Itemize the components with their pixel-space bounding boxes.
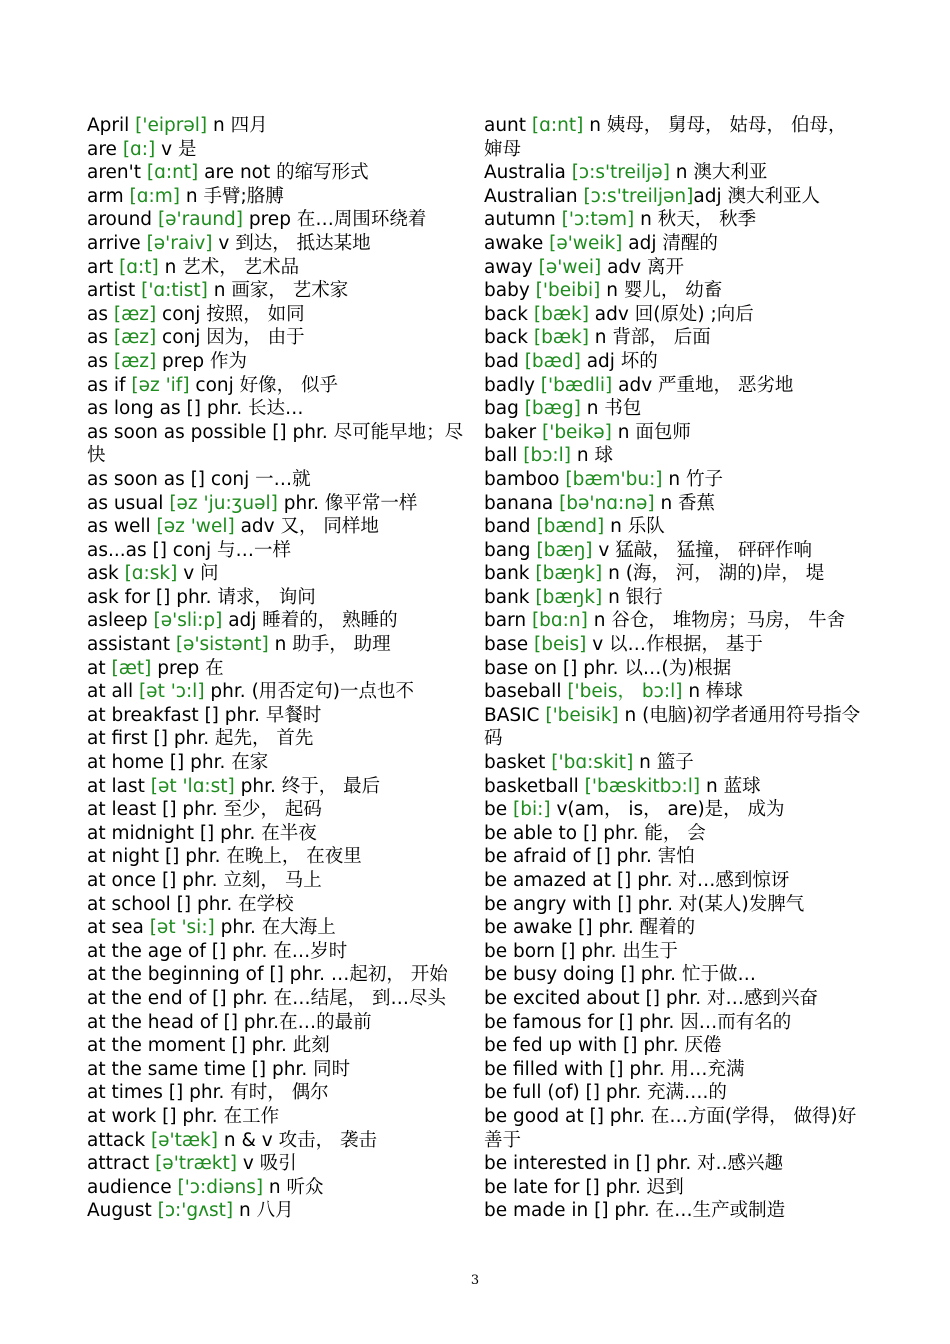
vocab-entry (87, 869, 467, 893)
entry-word: basketball (484, 775, 585, 797)
vocab-entry (87, 916, 467, 940)
entry-definition: n 谷仓， 堆物房；马房， 牛舍 (587, 610, 846, 632)
vocab-entry (87, 1081, 467, 1105)
vocab-entry (484, 161, 869, 185)
entry-phonetic: [bæd] (524, 350, 581, 372)
vocab-entry (87, 1152, 467, 1176)
entry-definition: n 乐队 (604, 516, 665, 538)
entry-definition: are not 的缩写形式 (198, 162, 369, 184)
vocab-entry (87, 256, 467, 280)
entry-definition: v 吸引 (237, 1153, 297, 1175)
entry-word: as well (87, 516, 157, 538)
vocab-entry (87, 940, 467, 964)
vocab-entry (484, 1105, 869, 1152)
entry-definition: phr. 在大海上 (214, 917, 336, 939)
entry-phonetic: [ə'tæk] (150, 1129, 218, 1151)
entry-definition: n 面包师 (611, 421, 691, 443)
vocab-entry (87, 1011, 467, 1035)
entry-phonetic: [bæŋ] (536, 539, 593, 561)
entry-definition: n (海， 河， 湖的)岸， 堤 (602, 563, 825, 585)
entry-definition: conj 因为， 由于 (156, 327, 305, 349)
entry-word: band (484, 516, 537, 538)
entry-definition: n 艺术， 艺术品 (158, 256, 300, 278)
entry-word: as (87, 350, 114, 372)
vocab-entry (484, 492, 869, 516)
entry-word: be interested in [] phr. 对..感兴趣 (484, 1153, 783, 1175)
entry-definition: n 棒球 (682, 681, 743, 703)
vocab-entry (484, 704, 869, 751)
entry-definition: adv 回(原处) ;向后 (588, 303, 754, 325)
vocab-entry (87, 704, 467, 728)
entry-phonetic: [ɑ:sk] (124, 563, 178, 585)
vocab-entry (484, 1034, 869, 1058)
entry-word: be made in [] phr. 在…生产或制造 (484, 1200, 786, 1222)
entry-definition: n 手臂;胳膊 (179, 185, 284, 207)
entry-phonetic: [bæk] (533, 303, 589, 325)
entry-word: at once [] phr. 立刻， 马上 (87, 870, 322, 891)
entry-word: around (87, 209, 158, 231)
entry-phonetic: [æz] (113, 327, 157, 349)
entry-word: at least [] phr. 至少， 起码 (87, 799, 322, 821)
vocab-entry (87, 893, 467, 917)
vocab-entry (484, 303, 869, 327)
vocab-entry (87, 751, 467, 775)
entry-phonetic: ['beisik] (545, 704, 619, 726)
entry-word: at the end of [] phr. 在…结尾， 到…尽头 (87, 987, 446, 1009)
entry-word: artist (87, 280, 142, 302)
entry-definition: n 澳大利亚 (669, 162, 768, 184)
entry-phonetic: [əz 'if] (131, 374, 190, 396)
entry-word: badly (484, 374, 541, 396)
vocab-entry (87, 727, 467, 751)
entry-definition: conj 按照， 如同 (156, 303, 305, 325)
entry-phonetic: [ɔ:s'treiljən] (583, 185, 694, 207)
entry-word: at the head of [] phr.在…的最前 (87, 1011, 372, 1033)
vocab-entry (484, 397, 869, 421)
right-column (484, 114, 869, 1223)
vocab-entry (484, 609, 869, 633)
entry-definition: adj 清醒的 (622, 232, 718, 254)
vocab-entry (484, 751, 869, 775)
entry-word: be awake [] phr. 醒着的 (484, 917, 696, 939)
vocab-entry (484, 586, 869, 610)
entry-word: at the moment [] phr. 此刻 (87, 1035, 330, 1057)
entry-definition: n 四月 (207, 115, 268, 136)
entry-word: Australian (484, 185, 584, 207)
entry-word: base (484, 634, 534, 656)
entry-word: at breakfast [] phr. 早餐时 (87, 704, 322, 726)
vocab-entry (87, 775, 467, 799)
vocab-entry (484, 1199, 869, 1223)
entry-definition: phr. 终于， 最后 (234, 775, 381, 797)
vocab-entry (87, 468, 467, 492)
entry-definition: prep 作为 (156, 350, 248, 372)
entry-word: attack (87, 1129, 151, 1151)
entry-definition: v(am， is， are)是， 成为 (550, 799, 785, 821)
vocab-entry (87, 397, 467, 421)
vocab-entry (484, 987, 869, 1011)
entry-word: autumn (484, 209, 562, 231)
entry-phonetic: [ə'sli:p] (153, 610, 223, 632)
entry-phonetic: [ə'wei] (538, 256, 602, 278)
entry-word: attract (87, 1153, 156, 1175)
entry-word: August (87, 1200, 158, 1222)
entry-phonetic: ['eiprəl] (135, 115, 208, 136)
entry-word: basket (484, 752, 552, 774)
vocab-entry (484, 657, 869, 681)
entry-phonetic: [æz] (113, 350, 157, 372)
entry-word: at (87, 657, 112, 679)
vocab-entry (87, 1176, 467, 1200)
entry-definition: n 八月 (233, 1200, 294, 1222)
entry-definition: adv 严重地， 恶劣地 (612, 374, 794, 396)
entry-word: back (484, 327, 534, 349)
vocab-entry (87, 539, 467, 563)
entry-word: at school [] phr. 在学校 (87, 893, 294, 915)
entry-word: April (87, 115, 136, 136)
left-column (87, 114, 467, 1223)
vocab-entry (87, 232, 467, 256)
entry-definition: n 婴儿， 幼畜 (600, 280, 723, 302)
entry-definition: n 秋天， 秋季 (634, 209, 757, 231)
entry-word: aunt (484, 115, 532, 136)
vocab-entry (484, 633, 869, 657)
entry-phonetic: [əz 'wel] (156, 516, 235, 538)
entry-definition: phr. (用否定句)一点也不 (204, 681, 415, 703)
entry-word: arrive (87, 232, 147, 254)
entry-word: banana (484, 492, 560, 514)
entry-definition: n 竹子 (662, 468, 724, 490)
entry-definition: n 蓝球 (700, 775, 761, 797)
entry-definition: n 香蕉 (654, 492, 716, 514)
entry-word: ball (484, 445, 524, 467)
vocab-entry (484, 444, 869, 468)
entry-definition: n 银行 (602, 586, 663, 608)
entry-definition: prep 在 (151, 657, 224, 679)
vocab-entry (87, 609, 467, 633)
entry-phonetic: [ə'trækt] (155, 1153, 237, 1175)
vocab-entry (87, 279, 467, 303)
entry-word: at sea (87, 917, 150, 939)
vocab-entry (484, 256, 869, 280)
entry-phonetic: ['ɔ:təm] (561, 209, 635, 231)
entry-word: bang (484, 539, 537, 561)
vocab-entry (484, 562, 869, 586)
vocab-entry (87, 633, 467, 657)
entry-word: ask (87, 563, 125, 585)
vocab-entry (87, 185, 467, 209)
vocab-entry (484, 775, 869, 799)
vocab-entry (484, 822, 869, 846)
entry-word: as long as [] phr. 长达… (87, 398, 304, 420)
entry-definition: v 以…作根据， 基于 (586, 634, 763, 656)
entry-definition: prep 在…周围环绕着 (242, 209, 427, 231)
entry-word: be afraid of [] phr. 害怕 (484, 846, 695, 868)
vocab-entry (87, 586, 467, 610)
entry-phonetic: [bæm'bu:] (565, 468, 663, 490)
vocab-entry (484, 1011, 869, 1035)
entry-definition: v 问 (177, 563, 219, 585)
entry-word: as...as [] conj 与…一样 (87, 539, 292, 561)
entry-word: arm (87, 185, 130, 207)
entry-phonetic: [ɑ:] (122, 138, 156, 160)
entry-definition: adj 坏的 (580, 350, 658, 372)
entry-phonetic: [æt] (111, 657, 152, 679)
vocab-entry (87, 680, 467, 704)
entry-word: baker (484, 421, 543, 443)
entry-phonetic: [ə'sistənt] (175, 634, 269, 656)
entry-definition: n (电脑)初学者通用符号指令码 (484, 704, 861, 750)
vocab-entry (484, 279, 869, 303)
entry-definition: conj 好像， 似乎 (189, 374, 339, 396)
entry-word: at all (87, 681, 139, 703)
entry-phonetic: ['beikə] (542, 421, 612, 443)
entry-word: be excited about [] phr. 对…感到兴奋 (484, 987, 818, 1009)
entry-word: bamboo (484, 468, 566, 490)
entry-word: as soon as [] conj 一…就 (87, 468, 311, 490)
vocab-entry (484, 185, 869, 209)
vocab-entry (484, 539, 869, 563)
entry-word: be angry with [] phr. 对(某人)发脾气 (484, 893, 805, 915)
entry-phonetic: [bɔ:l] (523, 445, 571, 467)
entry-word: at times [] phr. 有时， 偶尔 (87, 1082, 329, 1104)
entry-word: as if (87, 374, 132, 396)
entry-phonetic: [bi:] (513, 799, 551, 821)
vocab-entry (484, 963, 869, 987)
entry-definition: n 背部， 后面 (588, 327, 711, 349)
vocab-entry (484, 468, 869, 492)
entry-phonetic: [æz] (113, 303, 157, 325)
entry-phonetic: [ɔ:s'treiljə] (571, 162, 670, 184)
vocab-entry (87, 963, 467, 987)
entry-phonetic: ['bædli] (540, 374, 613, 396)
entry-word: at home [] phr. 在家 (87, 752, 269, 774)
entry-definition: n 球 (570, 445, 613, 467)
entry-word: baby (484, 280, 536, 302)
entry-phonetic: [ə'raund] (157, 209, 243, 231)
entry-phonetic: [bə'nɑ:nə] (559, 492, 655, 514)
entry-word: be fed up with [] phr. 厌倦 (484, 1035, 722, 1057)
entry-phonetic: [bæŋk] (535, 586, 603, 608)
entry-word: bank (484, 586, 536, 608)
entry-word: be amazed at [] phr. 对…感到惊讶 (484, 870, 790, 891)
entry-word: be famous for [] phr. 因…而有名的 (484, 1011, 792, 1033)
vocab-entry (87, 350, 467, 374)
vocab-entry (484, 869, 869, 893)
entry-word: at night [] phr. 在晚上， 在夜里 (87, 846, 362, 868)
entry-definition: adj 睡着的， 熟睡的 (222, 610, 398, 632)
entry-definition: adv 离开 (601, 256, 684, 278)
entry-word: at last (87, 775, 151, 797)
entry-word: bank (484, 563, 536, 585)
entry-phonetic: [ət 'lɑ:st] (150, 775, 235, 797)
vocab-entry (87, 492, 467, 516)
entry-definition: phr. 像平常一样 (277, 492, 418, 514)
entry-phonetic: ['bæskitbɔ:l] (584, 775, 701, 797)
entry-definition: v 猛敲， 猛撞， 砰砰作响 (592, 539, 812, 561)
entry-phonetic: [bænd] (536, 516, 605, 538)
vocab-entry (484, 232, 869, 256)
entry-definition: n & v 攻击， 袭击 (218, 1129, 378, 1151)
vocab-entry (87, 657, 467, 681)
vocab-entry (87, 303, 467, 327)
entry-phonetic: ['ɑ:tist] (141, 280, 208, 302)
entry-phonetic: ['ɔ:diəns] (177, 1176, 264, 1198)
entry-word: at the beginning of [] phr. …起初， 开始 (87, 964, 448, 986)
entry-phonetic: [ɑ:nt] (146, 162, 199, 184)
entry-definition: n 画家， 艺术家 (207, 280, 349, 302)
vocab-entry (87, 1199, 467, 1223)
entry-phonetic: [ə'weik] (549, 232, 623, 254)
entry-definition: v 到达， 抵达某地 (212, 232, 371, 254)
entry-word: audience (87, 1176, 178, 1198)
vocab-entry (484, 326, 869, 350)
vocab-entry (87, 798, 467, 822)
entry-definition: v 是 (155, 138, 197, 160)
vocab-entry (87, 562, 467, 586)
entry-word: asleep (87, 610, 154, 632)
vocab-entry (484, 1152, 869, 1176)
vocab-entry (87, 326, 467, 350)
vocab-entry (87, 987, 467, 1011)
entry-definition: n 篮子 (633, 752, 694, 774)
vocab-entry (87, 138, 467, 162)
entry-word: at the age of [] phr. 在…岁时 (87, 940, 348, 962)
vocab-entry (87, 845, 467, 869)
vocab-entry (87, 1058, 467, 1082)
entry-definition: n 书包 (580, 398, 642, 420)
entry-word: be filled with [] phr. 用…充满 (484, 1058, 745, 1080)
vocab-entry (484, 114, 869, 161)
entry-word: BASIC (484, 704, 546, 726)
entry-phonetic: [əz 'ju:ʒuəl] (169, 492, 278, 514)
vocab-entry (484, 374, 869, 398)
entry-definition: adv 又， 同样地 (234, 516, 379, 538)
entry-word: barn (484, 610, 532, 632)
entry-word: at midnight [] phr. 在半夜 (87, 822, 317, 844)
page-number: 3 (470, 1273, 480, 1288)
vocab-entry (87, 1034, 467, 1058)
entry-word: be able to [] phr. 能， 会 (484, 822, 706, 844)
vocab-entry (87, 208, 467, 232)
entry-phonetic: ['bɑ:skit] (551, 752, 634, 774)
vocab-entry (87, 114, 467, 138)
entry-phonetic: [ɑ:m] (129, 185, 180, 207)
entry-word: at first [] phr. 起先， 首先 (87, 728, 314, 750)
vocab-entry (87, 374, 467, 398)
vocab-entry (484, 680, 869, 704)
entry-word: be (484, 799, 514, 821)
entry-phonetic: [bɑ:n] (531, 610, 588, 632)
entry-phonetic: [ɑ:nt] (531, 115, 584, 136)
entry-word: be born [] phr. 出生于 (484, 940, 678, 962)
entry-word: aren't (87, 162, 147, 184)
entry-phonetic: [ɑ:t] (119, 256, 159, 278)
entry-word: awake (484, 232, 550, 254)
vocab-entry (484, 515, 869, 539)
vocab-entry (484, 940, 869, 964)
entry-phonetic: ['beis， bɔ:l] (567, 681, 683, 703)
entry-word: be good at [] phr. 在…方面(学得， 做得)好善于 (484, 1105, 857, 1151)
entry-definition: n 助手， 助理 (268, 634, 391, 656)
entry-word: at the same time [] phr. 同时 (87, 1058, 351, 1080)
vocab-entry (484, 845, 869, 869)
entry-word: base on [] phr. 以…(为)根据 (484, 657, 732, 679)
vocab-entry (484, 916, 869, 940)
entry-definition: n 姨母， 舅母， 姑母， 伯母， 婶母 (484, 115, 847, 160)
entry-word: as (87, 327, 114, 349)
vocab-entry (484, 421, 869, 445)
vocab-entry (484, 1081, 869, 1105)
entry-phonetic: [bæk] (533, 327, 589, 349)
entry-definition: adj 澳大利亚人 (693, 185, 820, 207)
entry-word: as usual (87, 492, 170, 514)
entry-word: be full (of) [] phr. 充满….的 (484, 1082, 727, 1104)
entry-phonetic: [ət 'ɔ:l] (138, 681, 205, 703)
vocab-entry (484, 208, 869, 232)
vocab-entry (87, 822, 467, 846)
vocab-entry (87, 1129, 467, 1153)
entry-word: away (484, 256, 539, 278)
entry-phonetic: [beis] (533, 634, 587, 656)
vocab-entry (484, 893, 869, 917)
vocab-entry (87, 161, 467, 185)
entry-word: assistant (87, 634, 176, 656)
entry-word: ask for [] phr. 请求， 询问 (87, 586, 316, 608)
entry-phonetic: [ɔ:'gʌst] (157, 1200, 234, 1222)
entry-word: bag (484, 398, 525, 420)
entry-word: at work [] phr. 在工作 (87, 1105, 280, 1127)
entry-phonetic: [ə'raiv] (146, 232, 213, 254)
vocab-entry (87, 421, 467, 468)
entry-word: as soon as possible [] phr. 尽可能早地；尽快 (87, 421, 464, 467)
entry-word: are (87, 138, 123, 160)
vocab-entry (484, 798, 869, 822)
entry-phonetic: [bæŋk] (535, 563, 603, 585)
entry-definition: n 听众 (263, 1176, 324, 1198)
vocab-entry (484, 1176, 869, 1200)
vocab-entry (484, 350, 869, 374)
entry-word: as (87, 303, 114, 325)
entry-word: bad (484, 350, 525, 372)
entry-phonetic: [ət 'si:] (149, 917, 215, 939)
vocab-entry (87, 1105, 467, 1129)
entry-word: art (87, 256, 120, 278)
entry-word: be busy doing [] phr. 忙于做… (484, 964, 756, 986)
entry-word: baseball (484, 681, 568, 703)
entry-word: be late for [] phr. 迟到 (484, 1176, 684, 1198)
entry-word: back (484, 303, 534, 325)
entry-phonetic: [bæg] (524, 398, 581, 420)
entry-phonetic: ['beibi] (535, 280, 601, 302)
entry-word: Australia (484, 162, 572, 184)
vocab-entry (484, 1058, 869, 1082)
vocab-entry (87, 515, 467, 539)
